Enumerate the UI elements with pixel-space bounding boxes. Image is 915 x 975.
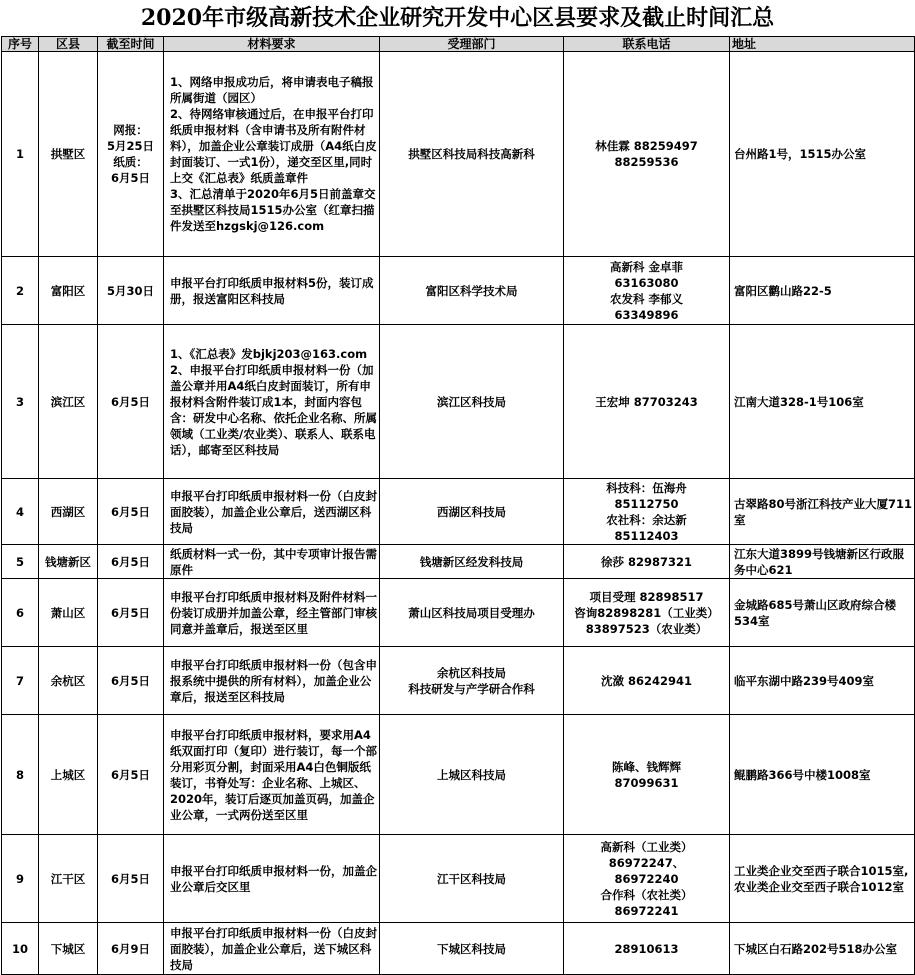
header-deadline: 截至时间 xyxy=(98,37,164,52)
row-dept: 拱墅区科技局科技高新科 xyxy=(380,52,564,257)
table-row xyxy=(2,579,915,647)
row-district: 西湖区 xyxy=(39,479,98,545)
row-material: 1、《汇总表》发bjkj203@163.com 2、申报平台打印纸质申报材料一份（加盖公章并用A4纸白皮封面装订，所有申报材料含附件装订成1本，封面内容包含：研发中心名称、依托企业名称、所属领域（工业类/农业类）、联系人、联系电话），邮寄至区科技局 xyxy=(164,325,380,479)
row-district: 下城区 xyxy=(39,923,98,975)
row-address: 工业类企业交至西子联合1015室,农业类企业交至西子联合1012室 xyxy=(730,835,915,923)
table-row xyxy=(2,257,915,325)
row-dept: 江干区科技局 xyxy=(380,835,564,923)
row-no: 2 xyxy=(2,257,39,325)
row-phone: 高新科（工业类） 86972247、 86972240 合作科（农社类） 86972241 xyxy=(564,835,730,923)
row-material: 申报平台打印纸质申报材料一份（白皮封面胶装），加盖企业公章后，送下城区科技局 xyxy=(164,923,380,975)
row-no: 3 xyxy=(2,325,39,479)
row-phone: 沈潋 86242941 xyxy=(564,647,730,715)
table-row xyxy=(2,545,915,579)
header-district: 区县 xyxy=(39,37,98,52)
row-dept: 上城区科技局 xyxy=(380,715,564,835)
row-phone: 高新科 金卓菲 63163080 农发科 李郁义 63349896 xyxy=(564,257,730,325)
row-phone: 徐莎 82987321 xyxy=(564,545,730,579)
table-row xyxy=(2,52,915,257)
row-phone: 王宏坤 87703243 xyxy=(564,325,730,479)
row-dept: 萧山区科技局项目受理办 xyxy=(380,579,564,647)
row-material: 申报平台打印纸质申报材料及附件材料一份装订成册并加盖公章，经主管部门审核同意并盖章后，报送至区里 xyxy=(164,579,380,647)
table-row xyxy=(2,835,915,923)
table-row xyxy=(2,325,915,479)
row-address: 临平东湖中路239号409室 xyxy=(730,647,915,715)
row-address: 富阳区鹳山路22-5 xyxy=(730,257,915,325)
row-address: 鲲鹏路366号中楼1008室 xyxy=(730,715,915,835)
header-material: 材料要求 xyxy=(164,37,380,52)
row-address: 下城区白石路202号518办公室 xyxy=(730,923,915,975)
row-phone: 陈峰、钱辉辉 87099631 xyxy=(564,715,730,835)
row-deadline: 6月9日 xyxy=(98,923,164,975)
row-material: 1、网络申报成功后，将申请表电子稿报所属街道（园区） 2、待网络审核通过后，在申报平台打印纸质申报材料（含申请书及所有附件材料），加盖企业公章装订成册（A4纸白皮封面装订、一式1份），递交至区里,同时上交《汇总表》纸质盖章件 3、汇总清单于2020年6月5日前盖章交至拱墅区科技局1515办公室（红章扫描件发送至hzgskj@126.com xyxy=(164,52,380,257)
header-address: 地址 xyxy=(730,37,915,52)
row-material: 申报平台打印纸质申报材料一份（包含申报系统中提供的所有材料），加盖企业公章后，报送至区科技局 xyxy=(164,647,380,715)
row-district: 上城区 xyxy=(39,715,98,835)
row-deadline: 6月5日 xyxy=(98,479,164,545)
row-no: 1 xyxy=(2,52,39,257)
row-no: 4 xyxy=(2,479,39,545)
table-row xyxy=(2,647,915,715)
row-district: 拱墅区 xyxy=(39,52,98,257)
row-district: 萧山区 xyxy=(39,579,98,647)
row-deadline: 6月5日 xyxy=(98,715,164,835)
row-no: 7 xyxy=(2,647,39,715)
row-deadline: 5月30日 xyxy=(98,257,164,325)
row-district: 滨江区 xyxy=(39,325,98,479)
row-phone: 林佳霖 88259497 88259536 xyxy=(564,52,730,257)
row-district: 钱塘新区 xyxy=(39,545,98,579)
header-no: 序号 xyxy=(2,37,39,52)
row-phone: 项目受理 82898517 咨询82898281（工业类） 83897523（农业类） xyxy=(564,579,730,647)
row-dept: 余杭区科技局 科技研发与产学研合作科 xyxy=(380,647,564,715)
row-no: 5 xyxy=(2,545,39,579)
row-no: 9 xyxy=(2,835,39,923)
row-no: 10 xyxy=(2,923,39,975)
table-row xyxy=(2,715,915,835)
row-deadline: 6月5日 xyxy=(98,325,164,479)
row-deadline: 6月5日 xyxy=(98,647,164,715)
row-no: 8 xyxy=(2,715,39,835)
header-row xyxy=(2,37,915,52)
row-dept: 滨江区科技局 xyxy=(380,325,564,479)
row-dept: 钱塘新区经发科技局 xyxy=(380,545,564,579)
row-deadline: 6月5日 xyxy=(98,545,164,579)
header-phone: 联系电话 xyxy=(564,37,730,52)
row-dept: 西湖区科技局 xyxy=(380,479,564,545)
row-address: 金城路685号萧山区政府综合楼534室 xyxy=(730,579,915,647)
row-district: 富阳区 xyxy=(39,257,98,325)
row-deadline: 网报： 5月25日 纸质： 6月5日 xyxy=(98,52,164,257)
row-address: 台州路1号，1515办公室 xyxy=(730,52,915,257)
row-material: 申报平台打印纸质申报材料一份（白皮封面胶装），加盖企业公章后，送西湖区科技局 xyxy=(164,479,380,545)
row-material: 申报平台打印纸质申报材料一份，加盖企业公章后交区里 xyxy=(164,835,380,923)
row-deadline: 6月5日 xyxy=(98,579,164,647)
row-address: 江南大道328-1号106室 xyxy=(730,325,915,479)
row-material: 申报平台打印纸质申报材料，要求用A4纸双面打印（复印）进行装订，每一个部分用彩页分割，封面采用A4白色铜版纸装订，书脊处写：企业名称、上城区、2020年，装订后逐页加盖页码，加盖企业公章，一式两份送至区里 xyxy=(164,715,380,835)
row-address: 古翠路80号浙江科技产业大厦711室 xyxy=(730,479,915,545)
row-material: 纸质材料一式一份，其中专项审计报告需原件 xyxy=(164,545,380,579)
table-row xyxy=(2,479,915,545)
page-title: 2020年市级高新技术企业研究开发中心区县要求及截止时间汇总 xyxy=(140,5,775,31)
row-address: 江东大道3899号钱塘新区行政服务中心621 xyxy=(730,545,915,579)
table-row xyxy=(2,923,915,975)
row-dept: 富阳区科学技术局 xyxy=(380,257,564,325)
row-district: 余杭区 xyxy=(39,647,98,715)
row-deadline: 6月5日 xyxy=(98,835,164,923)
row-phone: 科技科：伍海舟 85112750 农社科：余达新 85112403 xyxy=(564,479,730,545)
row-phone: 28910613 xyxy=(564,923,730,975)
summary-table xyxy=(1,36,915,975)
row-dept: 下城区科技局 xyxy=(380,923,564,975)
header-dept: 受理部门 xyxy=(380,37,564,52)
row-no: 6 xyxy=(2,579,39,647)
row-material: 申报平台打印纸质申报材料5份，装订成册，报送富阳区科技局 xyxy=(164,257,380,325)
row-district: 江干区 xyxy=(39,835,98,923)
